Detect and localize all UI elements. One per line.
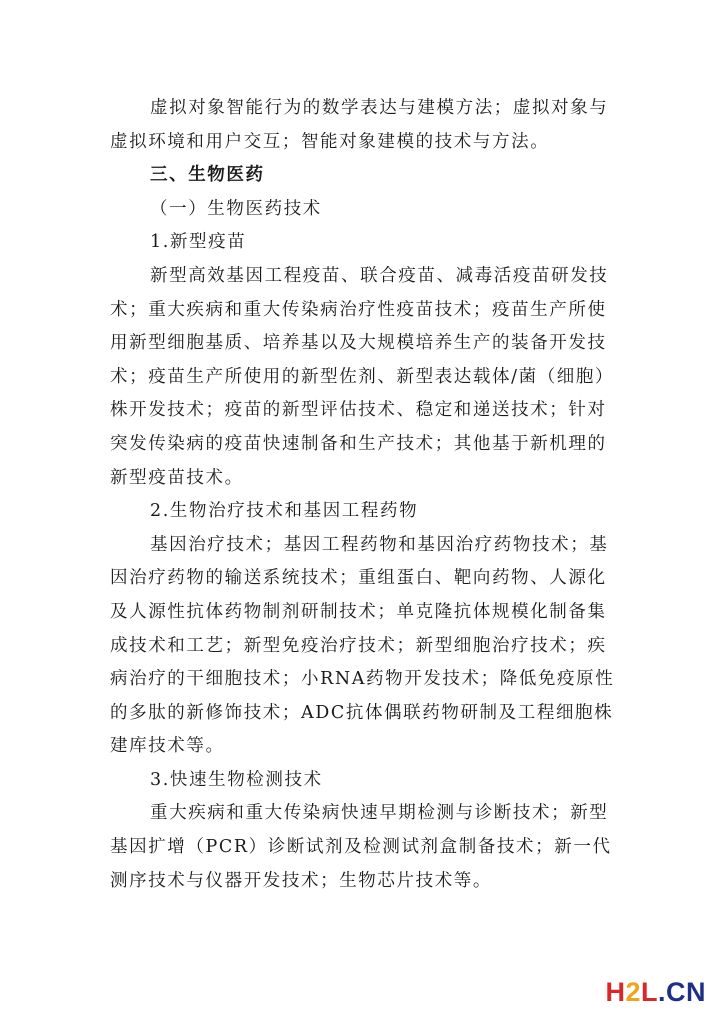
item-heading-rapid-detection: 3.快速生物检测技术	[150, 769, 323, 790]
paragraph-biotherapy: 基因治疗技术；基因工程药物和基因治疗药物技术；基因治疗药物的输送系统技术；重组蛋白、靶向药物、人源化及人源性抗体药物制剂研制技术；单克隆抗体规模化制备集成技术和工艺；新型免疫治疗技术；新型细胞治疗技术；疾病治疗的干细胞技术；小RNA药物开发技术；降低免疫原性的多肽的新修饰技术；ADC抗体偶联药物研制及工程细胞株建库技术等。	[110, 534, 615, 757]
paragraph-virtual-objects: 虚拟对象智能行为的数学表达与建模方法；虚拟对象与虚拟环境和用户交互；智能对象建模的技术与方法。	[110, 98, 609, 152]
item-heading-biotherapy: 2.生物治疗技术和基因工程药物	[150, 501, 419, 522]
document-page	[110, 92, 615, 898]
watermark-letter-l: L	[641, 977, 658, 1007]
subsection-heading-biomedical-tech: （一）生物医药技术	[150, 198, 322, 219]
watermark-digit-2: 2	[625, 977, 641, 1007]
watermark-letter-h: H	[605, 977, 626, 1007]
item-heading-new-vaccines: 1.新型疫苗	[150, 232, 247, 253]
paragraph-rapid-detection: 重大疾病和重大传染病快速早期检测与诊断技术；新型基因扩增（PCR）诊断试剂及检测试剂盒制备技术；新一代测序技术与仪器开发技术；生物芯片技术等。	[110, 803, 612, 891]
paragraph-new-vaccines: 新型高效基因工程疫苗、联合疫苗、减毒活疫苗研发技术；重大疾病和重大传染病治疗性疫苗技术；疫苗生产所使用新型细胞基质、培养基以及大规模培养生产的装备开发技术；疫苗生产所使用的新型佐剂、新型表达载体/菌（细胞）株开发技术；疫苗的新型评估技术、稳定和递送技术；针对突发传染病的疫苗快速制备和生产技术；其他基于新机理的新型疫苗技术。	[110, 265, 615, 488]
site-watermark-logo	[605, 979, 706, 1006]
watermark-domain: .CN	[658, 977, 706, 1007]
section-heading-biomedicine: 三、生物医药	[150, 165, 265, 186]
